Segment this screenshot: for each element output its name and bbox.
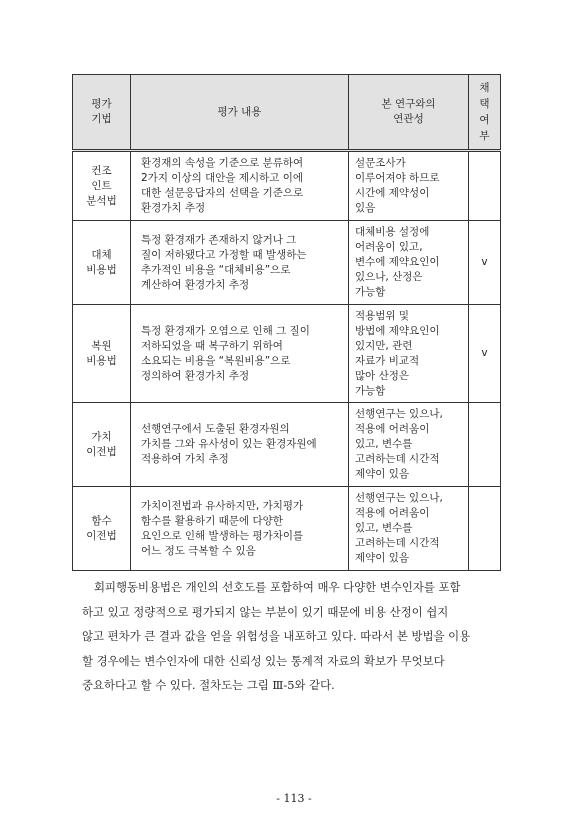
row-content: 선행연구에서 도출된 환경자원의 가치를 그와 유사성이 있는 환경자원에 적용하여 가치 추정 — [131, 403, 349, 487]
row-relevance: 적용범위 및 방법에 제약요인이 있지만, 관련 자료가 비교적 많아 산정은 가능함 — [349, 305, 469, 403]
row-content: 특정 환경재가 존재하지 않거나 그 질이 저하됐다고 가정할 때 발생하는 추가적인 비용을 “대체비용”으로 계산하여 환경가치 추정 — [131, 221, 349, 305]
table-row — [73, 487, 501, 571]
header-content: 평가 내용 — [131, 75, 349, 151]
table-row — [73, 151, 501, 221]
row-method: 복원 비용법 — [73, 305, 131, 403]
row-adopted — [469, 151, 501, 221]
row-method: 함수 이전법 — [73, 487, 131, 571]
paragraph-line: 할 경우에는 변수인자에 대한 신뢰성 있는 통계적 자료의 확보가 무엇보다 — [82, 653, 445, 668]
page-number: - 113 - — [276, 792, 312, 805]
row-adopted — [469, 487, 501, 571]
row-adopted: v — [469, 305, 501, 403]
row-method: 컨조 인트 분석법 — [73, 151, 131, 221]
paragraph-line: 않고 편차가 큰 결과 값을 얻을 위험성을 내포하고 있다. 따라서 본 방법을 이용 — [82, 629, 471, 643]
body-paragraph — [82, 575, 512, 698]
row-relevance: 설문조사가 이루어져야 하므로 시간에 제약성이 있음 — [349, 151, 469, 221]
header-method: 평가 기법 — [73, 75, 131, 151]
row-content: 환경재의 속성을 기준으로 분류하여 2가지 이상의 대안을 제시하고 이에 대한 설문응답자의 선택을 기준으로 환경가치 추정 — [131, 151, 349, 221]
table-row — [73, 221, 501, 305]
row-method: 대체 비용법 — [73, 221, 131, 305]
row-relevance: 대체비용 설정에 어려움이 있고, 변수에 제약요인이 있으나, 산정은 가능함 — [349, 221, 469, 305]
row-relevance: 선행연구는 있으나, 적용에 어려움이 있고, 변수를 고려하는데 시간적 제약이 있음 — [349, 403, 469, 487]
row-relevance: 선행연구는 있으나, 적용에 어려움이 있고, 변수를 고려하는데 시간적 제약이 있음 — [349, 487, 469, 571]
row-method: 가치 이전법 — [73, 403, 131, 487]
header-adopted: 채 택 여 부 — [469, 75, 501, 151]
paragraph-line: 회피행동비용법은 개인의 선호도를 포함하여 매우 다양한 변수인자를 포함 — [94, 580, 461, 594]
table-header-row — [73, 75, 501, 151]
table-row — [73, 403, 501, 487]
evaluation-methods-table — [72, 74, 501, 571]
row-adopted — [469, 403, 501, 487]
paragraph-line: 하고 있고 정량적으로 평가되지 않는 부분이 있기 때문에 비용 산정이 쉽지 — [82, 604, 449, 619]
header-relevance: 본 연구와의 연관성 — [349, 75, 469, 151]
table-row — [73, 305, 501, 403]
paragraph-line: 중요하다고 할 수 있다. 절차도는 그림 Ⅲ-5와 같다. — [82, 678, 335, 692]
row-content: 특정 환경재가 오염으로 인해 그 질이 저하되었을 때 복구하기 위하여 소요되는 비용을 “복원비용”으로 정의하여 환경가치 추정 — [131, 305, 349, 403]
row-content: 가치이전법과 유사하지만, 가치평가 함수를 활용하기 때문에 다양한 요인으로 인해 발생하는 평가차이를 어느 정도 극복할 수 있음 — [131, 487, 349, 571]
row-adopted: v — [469, 221, 501, 305]
